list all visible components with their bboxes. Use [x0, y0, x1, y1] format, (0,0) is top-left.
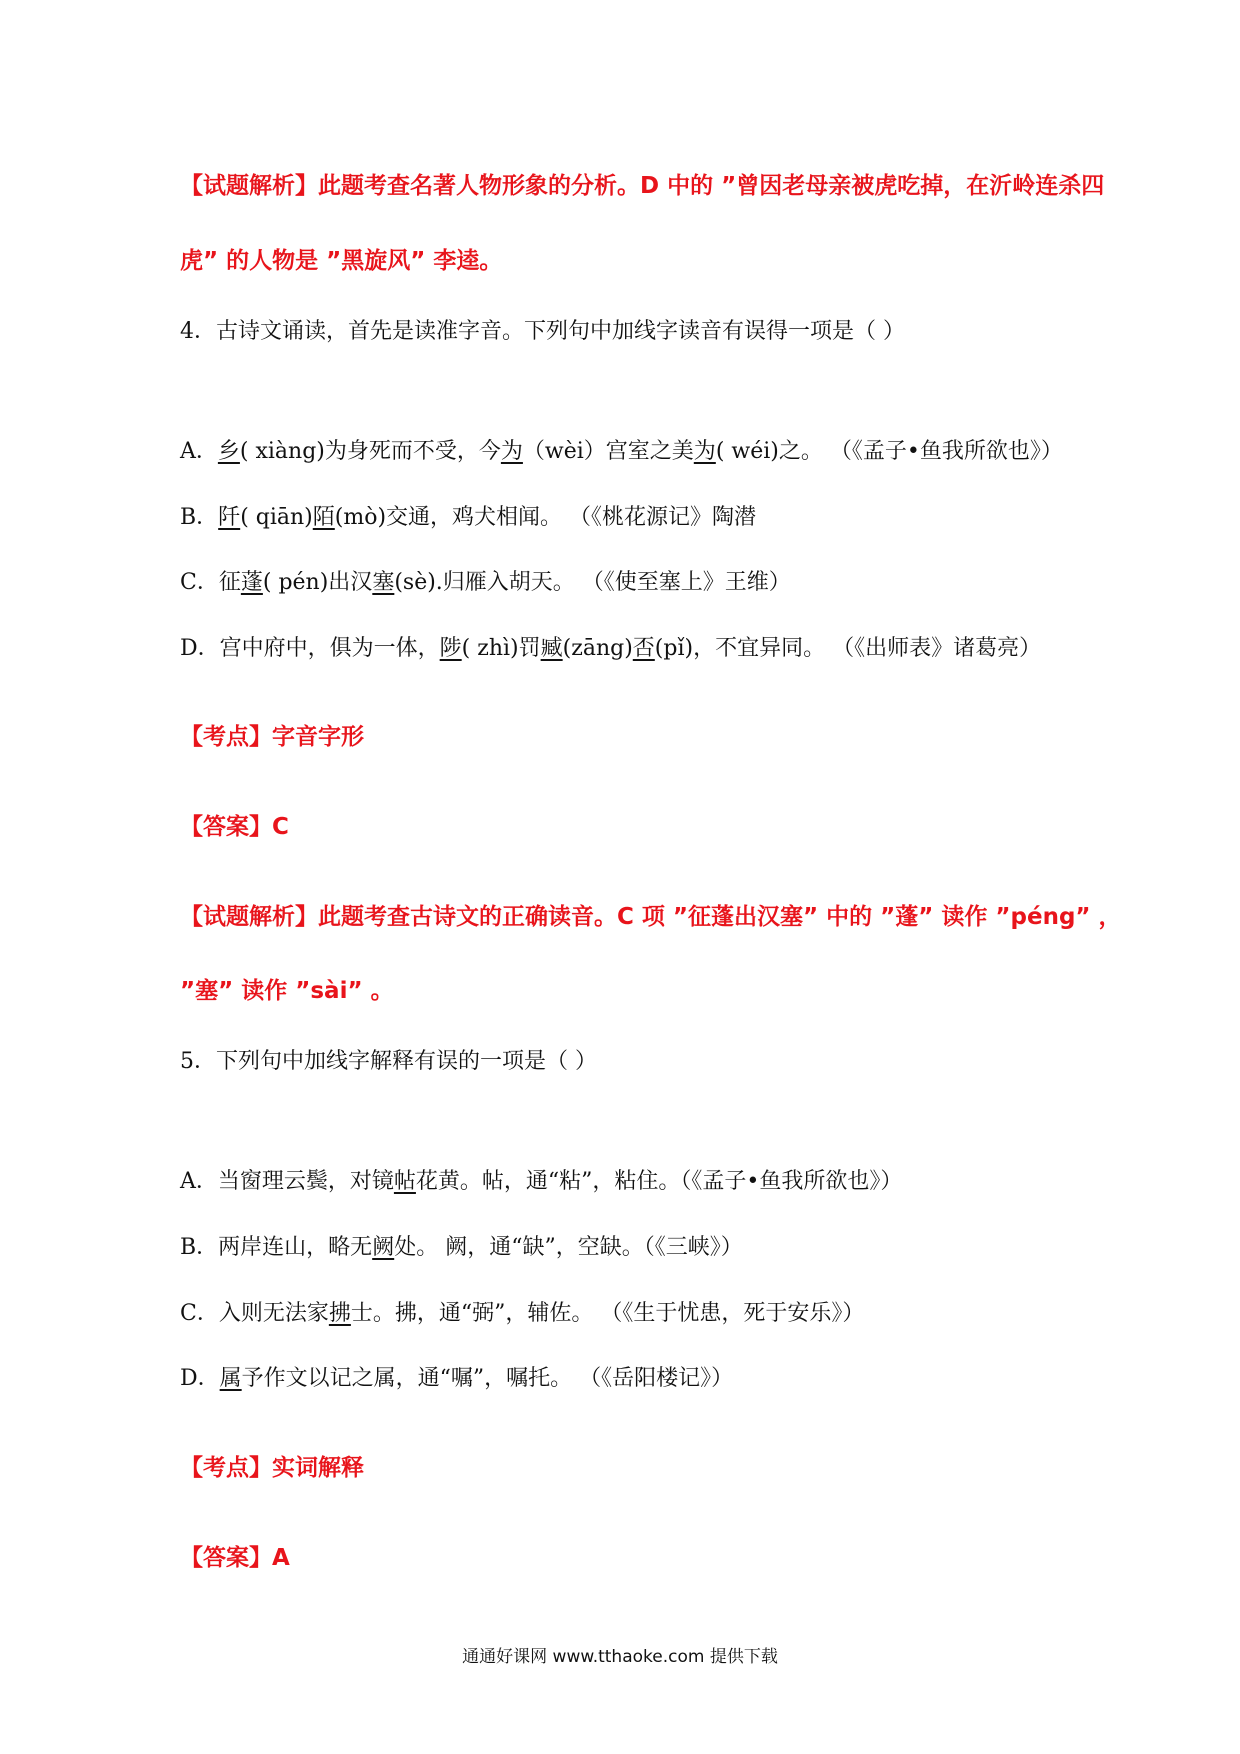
option-text: (sè).归雁入胡天。 （《使至塞上》王维）: [394, 570, 791, 595]
underlined-char: 为: [500, 439, 523, 464]
underlined-char: 否: [632, 636, 655, 661]
answer-value: C: [272, 814, 289, 840]
option-text: 处。 阙，通“缺”，空缺。（《三峡》）: [394, 1235, 743, 1260]
option-label: C．: [180, 1301, 219, 1326]
underlined-char: 阙: [372, 1235, 395, 1260]
question-5-answer: [180, 1543, 290, 1573]
underlined-char: 拂: [328, 1301, 351, 1326]
question-5-option-d: [180, 1364, 733, 1394]
option-text: 两岸连山，略无: [218, 1235, 373, 1260]
question-5-option-b: [180, 1233, 743, 1263]
question-5-option-a: [180, 1167, 902, 1197]
option-text: 予作文以记之属，通“嘱”，嘱托。 （《岳阳楼记》）: [241, 1366, 734, 1391]
underlined-char: 乡: [217, 439, 240, 464]
option-text: (mò)交通，鸡犬相闻。 （《桃花源记》陶潜: [334, 505, 757, 530]
option-text: ( pén)出汉: [262, 570, 373, 595]
question-5-stem: 5．下列句中加线字解释有误的一项是（ ）: [180, 1049, 597, 1074]
analysis-3-line-2: 虎” 的人物是 ”黑旋风” 李逵。: [180, 248, 503, 274]
question-4-analysis-line-1: [180, 902, 1122, 932]
question-4-option-b: [180, 503, 756, 533]
underlined-char: 为: [693, 439, 716, 464]
analysis-3-text-1: 此题考查名著人物形象的分析。D 中的 ”曾因老母亲被虎吃掉，在沂岭连杀四: [318, 173, 1105, 199]
option-label: B．: [180, 1235, 219, 1260]
analysis-3-line-1: [180, 171, 1104, 201]
option-text: 征: [218, 570, 241, 595]
option-label: B．: [180, 505, 219, 530]
underlined-char: 陟: [439, 636, 462, 661]
page-footer: 通通好课网 www.tthaoke.com 提供下载: [462, 1647, 778, 1667]
option-label: A．: [180, 439, 218, 464]
option-text: ( qiān): [240, 505, 313, 530]
underlined-char: 塞: [372, 570, 395, 595]
question-4-option-d: [180, 634, 1041, 664]
kaodian-label: 【考点】: [180, 724, 272, 750]
kaodian-label: 【考点】: [180, 1455, 272, 1481]
option-text: (pǐ)，不宜异同。 （《出师表》诸葛亮）: [654, 636, 1042, 661]
analysis-text: 此题考查古诗文的正确读音。C 项 ”征蓬出汉塞” 中的 ”蓬” 读作 ”péng” ，: [318, 904, 1122, 930]
underlined-char: 属: [219, 1366, 242, 1391]
option-text: ( zhì)罚: [461, 636, 541, 661]
question-4-kaodian: [180, 722, 364, 752]
option-text: （wèi）宫室之美: [522, 439, 694, 464]
underlined-char: 蓬: [240, 570, 263, 595]
kaodian-value: 字音字形: [272, 724, 364, 750]
question-5-option-c: [180, 1299, 864, 1329]
underlined-char: 陌: [312, 505, 335, 530]
option-text: 当窗理云鬓，对镜: [217, 1169, 394, 1194]
option-text: ( wéi)之。 （《孟子•鱼我所欲也》）: [715, 439, 1063, 464]
answer-label: 【答案】: [180, 814, 272, 840]
option-label: A．: [180, 1169, 218, 1194]
option-label: C．: [180, 570, 219, 595]
analysis-label: 【试题解析】: [180, 904, 318, 930]
answer-value: A: [272, 1545, 290, 1571]
underlined-char: 臧: [540, 636, 563, 661]
answer-label: 【答案】: [180, 1545, 272, 1571]
analysis-3-label: 【试题解析】: [180, 173, 318, 199]
question-4-option-c: [180, 568, 791, 598]
option-text: (zāng): [562, 636, 633, 661]
underlined-char: 阡: [218, 505, 241, 530]
question-4-analysis-line-2: ”塞” 读作 ”sài” 。: [180, 978, 394, 1004]
option-text: 宫中府中，俱为一体，: [219, 636, 440, 661]
option-text: 入则无法家: [218, 1301, 329, 1326]
question-4-option-a: [180, 437, 1063, 467]
option-label: D．: [180, 1366, 220, 1391]
option-text: 士。拂，通“弼”，辅佐。 （《生于忧患，死于安乐》）: [350, 1301, 865, 1326]
question-4-stem: 4．古诗文诵读，首先是读准字音。下列句中加线字读音有误得一项是（ ）: [180, 319, 905, 344]
option-text: ( xiàng)为身死而不受，今: [239, 439, 501, 464]
kaodian-value: 实词解释: [272, 1455, 364, 1481]
option-label: D．: [180, 636, 220, 661]
question-5-kaodian: [180, 1453, 364, 1483]
option-text: 花黄。帖，通“粘”，粘住。（《孟子•鱼我所欲也》）: [415, 1169, 903, 1194]
underlined-char: 帖: [393, 1169, 416, 1194]
question-4-answer: [180, 812, 289, 842]
